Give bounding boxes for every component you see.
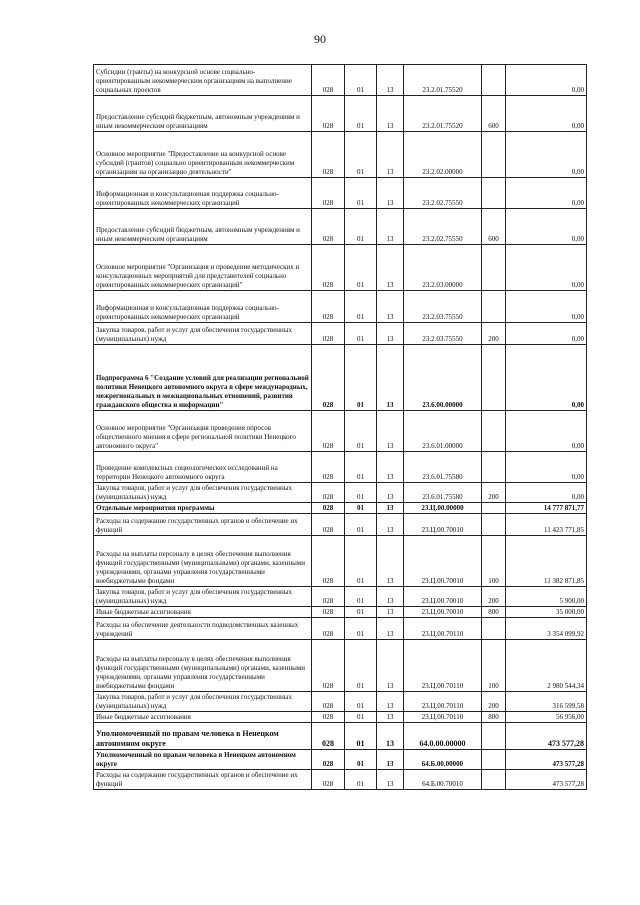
target-article-code-cell: 23.6.01.00000 [404,411,482,452]
subsection-code-cell: 13 [377,503,404,514]
subsection-code-cell: 13 [377,607,404,618]
table-row [94,536,587,587]
admin-code-cell: 028 [312,291,345,323]
table-row [94,483,587,503]
table-row [94,291,587,323]
budget-table [93,64,587,790]
section-code-cell: 01 [345,750,377,770]
section-code-cell: 01 [345,587,377,607]
section-code-cell: 01 [345,692,377,712]
subsection-code-cell: 13 [377,618,404,640]
amount-cell: 0,00 [506,483,587,503]
target-article-code-cell: 23.6.01.75580 [404,483,482,503]
expense-type-code-cell [482,291,506,323]
amount-cell: 2 980 544,34 [506,640,587,692]
admin-code-cell: 028 [312,245,345,291]
subsection-code-cell: 13 [377,132,404,178]
table-row [94,750,587,770]
target-article-code-cell: 23.Ц.00.70110 [404,618,482,640]
section-code-cell: 01 [345,618,377,640]
table-row [94,345,587,411]
expense-type-code-cell: 200 [482,323,506,345]
table-row [94,96,587,132]
page-number: 90 [314,32,326,46]
target-article-code-cell: 23.Ц.00.70110 [404,712,482,723]
amount-cell: 0,00 [506,96,587,132]
item-name-cell: Предоставление субсидий бюджетным, автономным учреждениям и иным некоммерческим организациям [94,209,312,245]
admin-code-cell: 028 [312,587,345,607]
subsection-code-cell: 13 [377,770,404,790]
section-code-cell: 01 [345,712,377,723]
amount-cell: 0,00 [506,411,587,452]
amount-cell: 473 577,28 [506,770,587,790]
target-article-code-cell: 64.Б.00.00000 [404,750,482,770]
admin-code-cell: 028 [312,770,345,790]
table-row [94,209,587,245]
amount-cell: 473 577,28 [506,750,587,770]
table-row [94,723,587,750]
subsection-code-cell: 13 [377,483,404,503]
admin-code-cell: 028 [312,536,345,587]
expense-type-code-cell: 200 [482,692,506,712]
target-article-code-cell: 23.2.03.75550 [404,323,482,345]
section-code-cell: 01 [345,503,377,514]
target-article-code-cell: 64.Б.00.70010 [404,770,482,790]
subsection-code-cell: 13 [377,411,404,452]
section-code-cell: 01 [345,323,377,345]
expense-type-code-cell [482,618,506,640]
amount-cell: 56 956,00 [506,712,587,723]
admin-code-cell: 028 [312,345,345,411]
admin-code-cell: 028 [312,750,345,770]
item-name-cell: Закупка товаров, работ и услуг для обеспечения государственных (муниципальных) нужд [94,587,312,607]
expense-type-code-cell: 200 [482,587,506,607]
expense-type-code-cell: 800 [482,712,506,723]
target-article-code-cell: 23.2.02.00000 [404,132,482,178]
subsection-code-cell: 13 [377,96,404,132]
amount-cell: 0,00 [506,178,587,209]
target-article-code-cell: 23.Ц.00.00000 [404,503,482,514]
expense-type-code-cell: 100 [482,640,506,692]
target-article-code-cell: 23.2.02.75550 [404,178,482,209]
subsection-code-cell: 13 [377,692,404,712]
expense-type-code-cell [482,452,506,483]
item-name-cell: Закупка товаров, работ и услуг для обеспечения государственных (муниципальных) нужд [94,692,312,712]
item-name-cell: Расходы на содержание государственных органов и обеспечение их функций [94,770,312,790]
subsection-code-cell: 13 [377,712,404,723]
target-article-code-cell: 23.Ц.00.70010 [404,514,482,536]
target-article-code-cell: 23.2.03.00000 [404,245,482,291]
amount-cell: 0,00 [506,323,587,345]
table-body [94,65,587,790]
admin-code-cell: 028 [312,712,345,723]
table-row [94,178,587,209]
amount-cell: 5 900,00 [506,587,587,607]
target-article-code-cell: 23.Ц.00.70110 [404,640,482,692]
expense-type-code-cell: 100 [482,536,506,587]
subsection-code-cell: 13 [377,178,404,209]
item-name-cell: Иные бюджетные ассигнования [94,712,312,723]
section-code-cell: 01 [345,770,377,790]
item-name-cell: Расходы на содержание государственных органов и обеспечение их функций [94,514,312,536]
expense-type-code-cell [482,723,506,750]
table-row [94,712,587,723]
admin-code-cell: 028 [312,452,345,483]
subsection-code-cell: 13 [377,750,404,770]
section-code-cell: 01 [345,132,377,178]
admin-code-cell: 028 [312,483,345,503]
item-name-cell: Отдельные мероприятия программы [94,503,312,514]
section-code-cell: 01 [345,723,377,750]
item-name-cell: Закупка товаров, работ и услуг для обеспечения государственных (муниципальных) нужд [94,323,312,345]
amount-cell: 0,00 [506,209,587,245]
expense-type-code-cell: 600 [482,96,506,132]
item-name-cell: Основное мероприятие "Предоставление на конкурсной основе субсидий (грантов) социально ориентированным некоммерческим организациям на организацию деятельности" [94,132,312,178]
amount-cell: 14 777 871,77 [506,503,587,514]
admin-code-cell: 028 [312,209,345,245]
table-row [94,411,587,452]
item-name-cell: Расходы на выплаты персоналу в целях обеспечения выполнения функций государственными (муниципальными) органами, казенными учреждениями, органами управления государственными внебюджетными фондами [94,536,312,587]
target-article-code-cell: 23.6.00.00000 [404,345,482,411]
admin-code-cell: 028 [312,723,345,750]
amount-cell: 0,00 [506,452,587,483]
item-name-cell: Уполномоченный по правам человека в Ненецком автономном округе [94,723,312,750]
subsection-code-cell: 13 [377,587,404,607]
expense-type-code-cell: 200 [482,483,506,503]
expense-type-code-cell: 600 [482,209,506,245]
target-article-code-cell: 23.2.01.75520 [404,96,482,132]
subsection-code-cell: 13 [377,536,404,587]
expense-type-code-cell [482,514,506,536]
item-name-cell: Информационная и консультационная поддержка социально-ориентированных некоммерческих организаций [94,291,312,323]
admin-code-cell: 028 [312,178,345,209]
target-article-code-cell: 23.Ц.00.70010 [404,536,482,587]
target-article-code-cell: 23.2.02.75550 [404,209,482,245]
subsection-code-cell: 13 [377,640,404,692]
item-name-cell: Предоставление субсидий бюджетным, автономным учреждениям и иным некоммерческим организациям [94,96,312,132]
item-name-cell: Субсидии (гранты) на конкурсной основе социально-ориентированным некоммерческим организациям на выполнение социальных проектов [94,65,312,96]
expense-type-code-cell [482,750,506,770]
target-article-code-cell: 23.2.01.75520 [404,65,482,96]
table-row [94,587,587,607]
table-row [94,770,587,790]
admin-code-cell: 028 [312,640,345,692]
expense-type-code-cell [482,132,506,178]
table-row [94,452,587,483]
section-code-cell: 01 [345,209,377,245]
item-name-cell: Основное мероприятие "Организация и проведение методических и консультационных мероприятий для представителей социально ориентированных некоммерческих организаций" [94,245,312,291]
amount-cell: 0,00 [506,245,587,291]
admin-code-cell: 028 [312,607,345,618]
expense-type-code-cell [482,345,506,411]
table-row [94,245,587,291]
subsection-code-cell: 13 [377,245,404,291]
section-code-cell: 01 [345,607,377,618]
table-row [94,323,587,345]
table-row [94,640,587,692]
section-code-cell: 01 [345,345,377,411]
table-row [94,618,587,640]
section-code-cell: 01 [345,452,377,483]
target-article-code-cell: 23.Ц.00.70110 [404,692,482,712]
amount-cell: 0,00 [506,65,587,96]
section-code-cell: 01 [345,514,377,536]
amount-cell: 0,00 [506,132,587,178]
subsection-code-cell: 13 [377,323,404,345]
section-code-cell: 01 [345,640,377,692]
expense-type-code-cell [482,770,506,790]
section-code-cell: 01 [345,65,377,96]
target-article-code-cell: 23.2.03.75550 [404,291,482,323]
target-article-code-cell: 23.6.01.75580 [404,452,482,483]
table-row [94,65,587,96]
item-name-cell: Уполномоченный по правам человека в Ненецком автономном округе [94,750,312,770]
admin-code-cell: 028 [312,96,345,132]
amount-cell: 0,00 [506,345,587,411]
section-code-cell: 01 [345,291,377,323]
admin-code-cell: 028 [312,411,345,452]
item-name-cell: Иные бюджетные ассигнования [94,607,312,618]
section-code-cell: 01 [345,178,377,209]
amount-cell: 3 354 099,92 [506,618,587,640]
expense-type-code-cell [482,65,506,96]
item-name-cell: Основное мероприятие "Организация проведения опросов общественного мнения в сфере региональной политики Ненецкого автономного округа" [94,411,312,452]
table-row [94,692,587,712]
expense-type-code-cell [482,178,506,209]
item-name-cell: Расходы на обеспечение деятельности подведомственных казенных учреждений [94,618,312,640]
subsection-code-cell: 13 [377,345,404,411]
item-name-cell: Подпрограмма 6 "Создание условий для реализации региональной политики Ненецкого автономного округа в сфере международных, межрегиональных и межнациональных отношений, развития гражданского общества и информации" [94,345,312,411]
amount-cell: 11 382 871,85 [506,536,587,587]
table-row [94,607,587,618]
item-name-cell: Информационная и консультационная поддержка социально-ориентированных некоммерческих организаций [94,178,312,209]
subsection-code-cell: 13 [377,209,404,245]
target-article-code-cell: 23.Ц.00.70010 [404,587,482,607]
admin-code-cell: 028 [312,692,345,712]
table-row [94,503,587,514]
target-article-code-cell: 23.Ц.00.70010 [404,607,482,618]
admin-code-cell: 028 [312,503,345,514]
admin-code-cell: 028 [312,618,345,640]
subsection-code-cell: 13 [377,452,404,483]
admin-code-cell: 028 [312,65,345,96]
subsection-code-cell: 13 [377,514,404,536]
section-code-cell: 01 [345,411,377,452]
amount-cell: 316 599,58 [506,692,587,712]
table-row [94,132,587,178]
amount-cell: 11 423 771,85 [506,514,587,536]
item-name-cell: Закупка товаров, работ и услуг для обеспечения государственных (муниципальных) нужд [94,483,312,503]
section-code-cell: 01 [345,483,377,503]
subsection-code-cell: 13 [377,65,404,96]
amount-cell: 0,00 [506,291,587,323]
table-row [94,514,587,536]
expense-type-code-cell [482,411,506,452]
expense-type-code-cell [482,503,506,514]
amount-cell: 473 577,28 [506,723,587,750]
target-article-code-cell: 64.0.00.00000 [404,723,482,750]
item-name-cell: Проведение комплексных социологических исследований на территории Ненецкого автономного округа [94,452,312,483]
item-name-cell: Расходы на выплаты персоналу в целях обеспечения выполнения функций государственными (муниципальными) органами, казенными учреждениями, органами управления государственными внебюджетными фондами [94,640,312,692]
section-code-cell: 01 [345,536,377,587]
section-code-cell: 01 [345,96,377,132]
expense-type-code-cell: 800 [482,607,506,618]
subsection-code-cell: 13 [377,723,404,750]
section-code-cell: 01 [345,245,377,291]
admin-code-cell: 028 [312,132,345,178]
amount-cell: 35 000,00 [506,607,587,618]
subsection-code-cell: 13 [377,291,404,323]
expense-type-code-cell [482,245,506,291]
admin-code-cell: 028 [312,323,345,345]
admin-code-cell: 028 [312,514,345,536]
